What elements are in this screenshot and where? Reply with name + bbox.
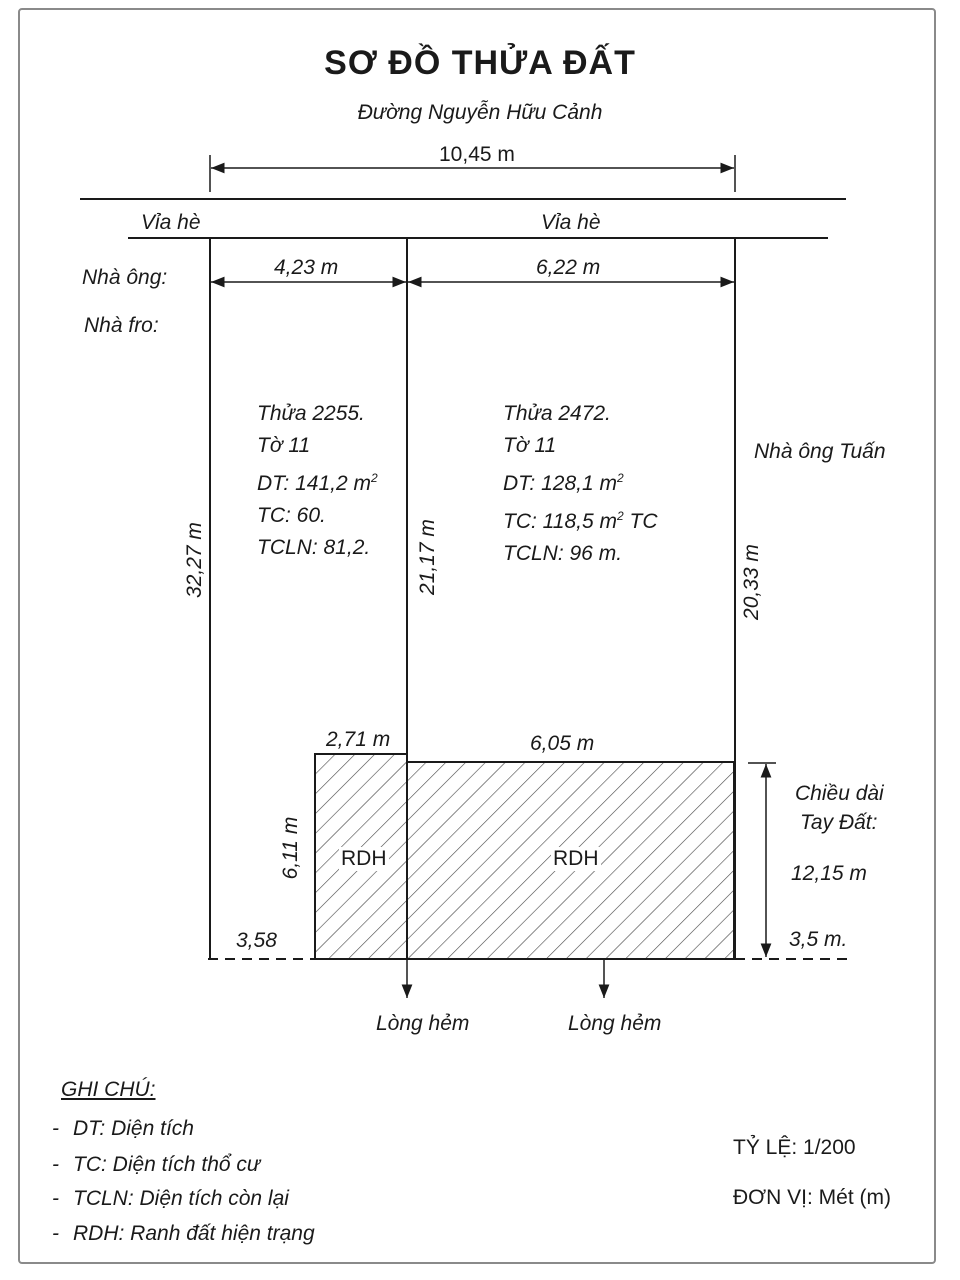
alley-left-label: Lòng hẻm [376,1012,470,1035]
parcel-right-tc: TC: 118,5 $m^2$ TC [503,509,658,533]
legend-title: GHI CHÚ: [61,1078,156,1101]
street-name: Đường Nguyễn Hữu Cảnh [357,101,603,124]
parcel-right-tcln: TCLN: 96 m. [503,542,623,565]
legend-item: - TCLN: Diện tích còn lại [52,1187,289,1210]
middle-depth-label: 21,17 m [416,519,439,595]
parcel-right-number: Thửa 2472. [503,402,611,425]
scale-label: TỶ LỆ: 1/200 [733,1136,856,1159]
right-width-label: 6,22 m [536,256,601,279]
right-depth-label: 20,33 m [740,544,763,620]
parcel-left-area: DT: 141,2 $m^2$ [257,471,378,495]
parcel-left-number: Thửa 2255. [257,402,365,425]
bottom-left-label: 3,58 [236,929,277,952]
legend-item: - RDH: Ranh đất hiện trạng [52,1222,315,1245]
tay-dat-label-1: Chiều dài [795,782,884,805]
sidewalk-left-label: Vỉa hè [141,211,201,234]
rdh-left-label: RDH [341,847,387,870]
rdh-left-width-label: 2,71 m [326,728,391,751]
tay-dat-label-2: Tay Đất: [800,811,878,834]
rdh-left-height-label: 6,11 m [279,816,302,880]
parcel-left-info [257,398,378,564]
page-title: SƠ ĐỒ THỬA ĐẤT [324,44,636,82]
neighbor-left-top: Nhà ông: [82,266,168,289]
parcel-right-area: DT: 128,1 $m^2$ [503,471,624,495]
neighbor-right: Nhà ông Tuấn [754,440,886,463]
sidewalk-right-label: Vỉa hè [541,211,601,234]
unit-label: ĐƠN VỊ: Mét (m) [733,1186,892,1209]
parcel-right-sheet: Tờ 11 [503,434,557,457]
parcel-left-tc: TC: 60. [257,504,326,527]
alley-right-label: Lòng hẻm [568,1012,662,1035]
tay-dat-length: 12,15 m [791,862,867,885]
left-width-label: 4,23 m [274,256,339,279]
rdh-right-label: RDH [553,847,599,870]
legend-item: - TC: Diện tích thổ cư [52,1153,261,1176]
legend-item: - DT: Diện tích [52,1117,194,1140]
neighbor-left-bottom: Nhà fro: [84,314,159,337]
rdh-right-width-label: 6,05 m [530,732,595,755]
total-width-label: 10,45 m [439,143,515,166]
parcel-right-info [503,398,658,570]
left-depth-label: 32,27 m [183,522,206,598]
tay-dat-end: 3,5 m. [789,928,848,951]
parcel-left-sheet: Tờ 11 [257,434,311,457]
parcel-left-tcln: TCLN: 81,2. [257,536,371,559]
